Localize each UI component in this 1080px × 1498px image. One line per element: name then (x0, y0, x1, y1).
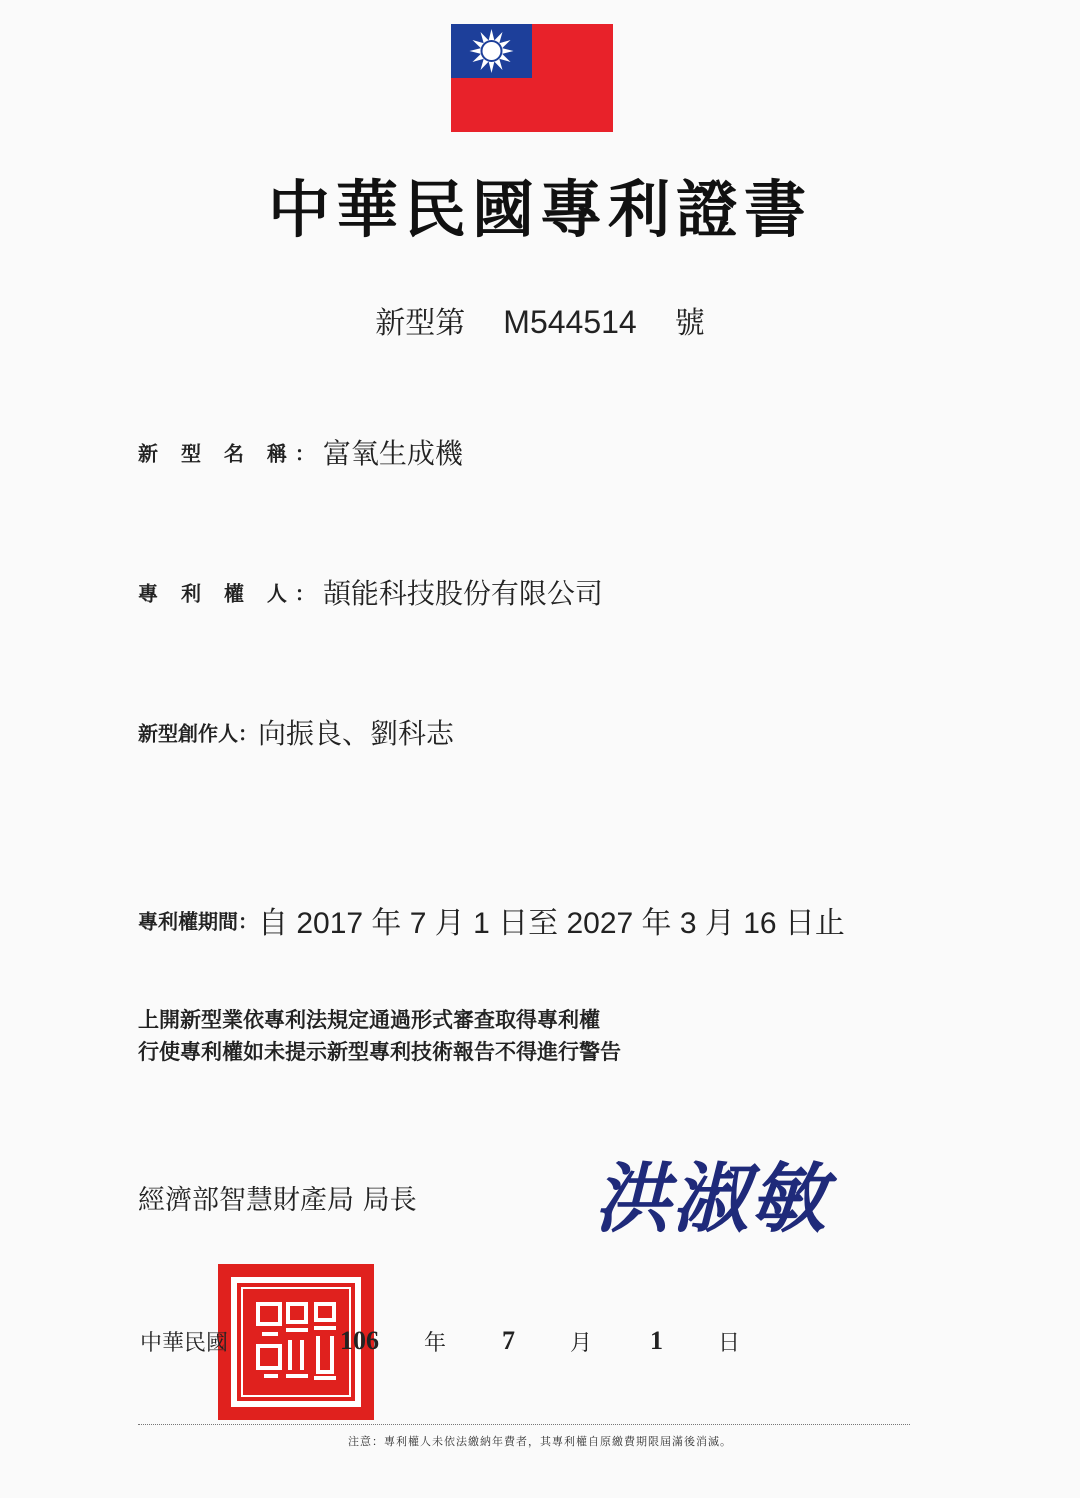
field-period (138, 898, 845, 942)
certificate-suffix: 號 (674, 306, 705, 341)
issue-date-year: 106 (340, 1326, 379, 1355)
field-name-value: 富氧生成機 (322, 437, 463, 470)
field-period-label: 專利權期間： (138, 909, 258, 934)
footer-divider (138, 1424, 910, 1425)
issue-date-day-unit: 日 (718, 1331, 741, 1356)
issuing-office: 經濟部智慧財產局 局長 (138, 1185, 417, 1216)
field-name-label: 新 型 名 稱： (138, 441, 323, 466)
issue-date-month: 7 (502, 1326, 515, 1355)
page-title: 中華民國專利證書 (267, 173, 812, 246)
field-creator-label: 新型創作人： (138, 721, 258, 746)
issue-date-month-unit: 月 (570, 1331, 593, 1356)
footnote: 注意：專利權人未依法繳納年費者，其專利權自原繳費期限屆滿後消滅。 (348, 1435, 732, 1448)
certificate-number-line (0, 298, 1080, 342)
field-name (138, 432, 463, 472)
field-period-value: 自 2017 年 7 月 1 日至 2027 年 3 月 16 日止 (258, 907, 845, 940)
field-creator-value: 向振良、劉科志 (258, 717, 455, 750)
issue-date-year-unit: 年 (424, 1331, 447, 1356)
field-creator (138, 712, 454, 752)
issue-date-era: 中華民國 (140, 1331, 229, 1356)
roc-flag-icon (451, 24, 613, 132)
field-owner-value: 頡能科技股份有限公司 (322, 577, 603, 610)
issue-date-day: 1 (650, 1326, 663, 1355)
field-owner-label: 專 利 權 人： (138, 581, 323, 606)
note-line-1: 上開新型業依專利法規定通過形式審查取得專利權 (138, 1007, 600, 1032)
note-line-2: 行使專利權如未提示新型專利技術報告不得進行警告 (138, 1039, 621, 1064)
field-owner (138, 572, 603, 612)
certificate-number: M544514 (503, 304, 637, 340)
certificate-prefix: 新型第 (375, 306, 466, 341)
director-signature: 洪淑敏 (594, 1154, 828, 1243)
